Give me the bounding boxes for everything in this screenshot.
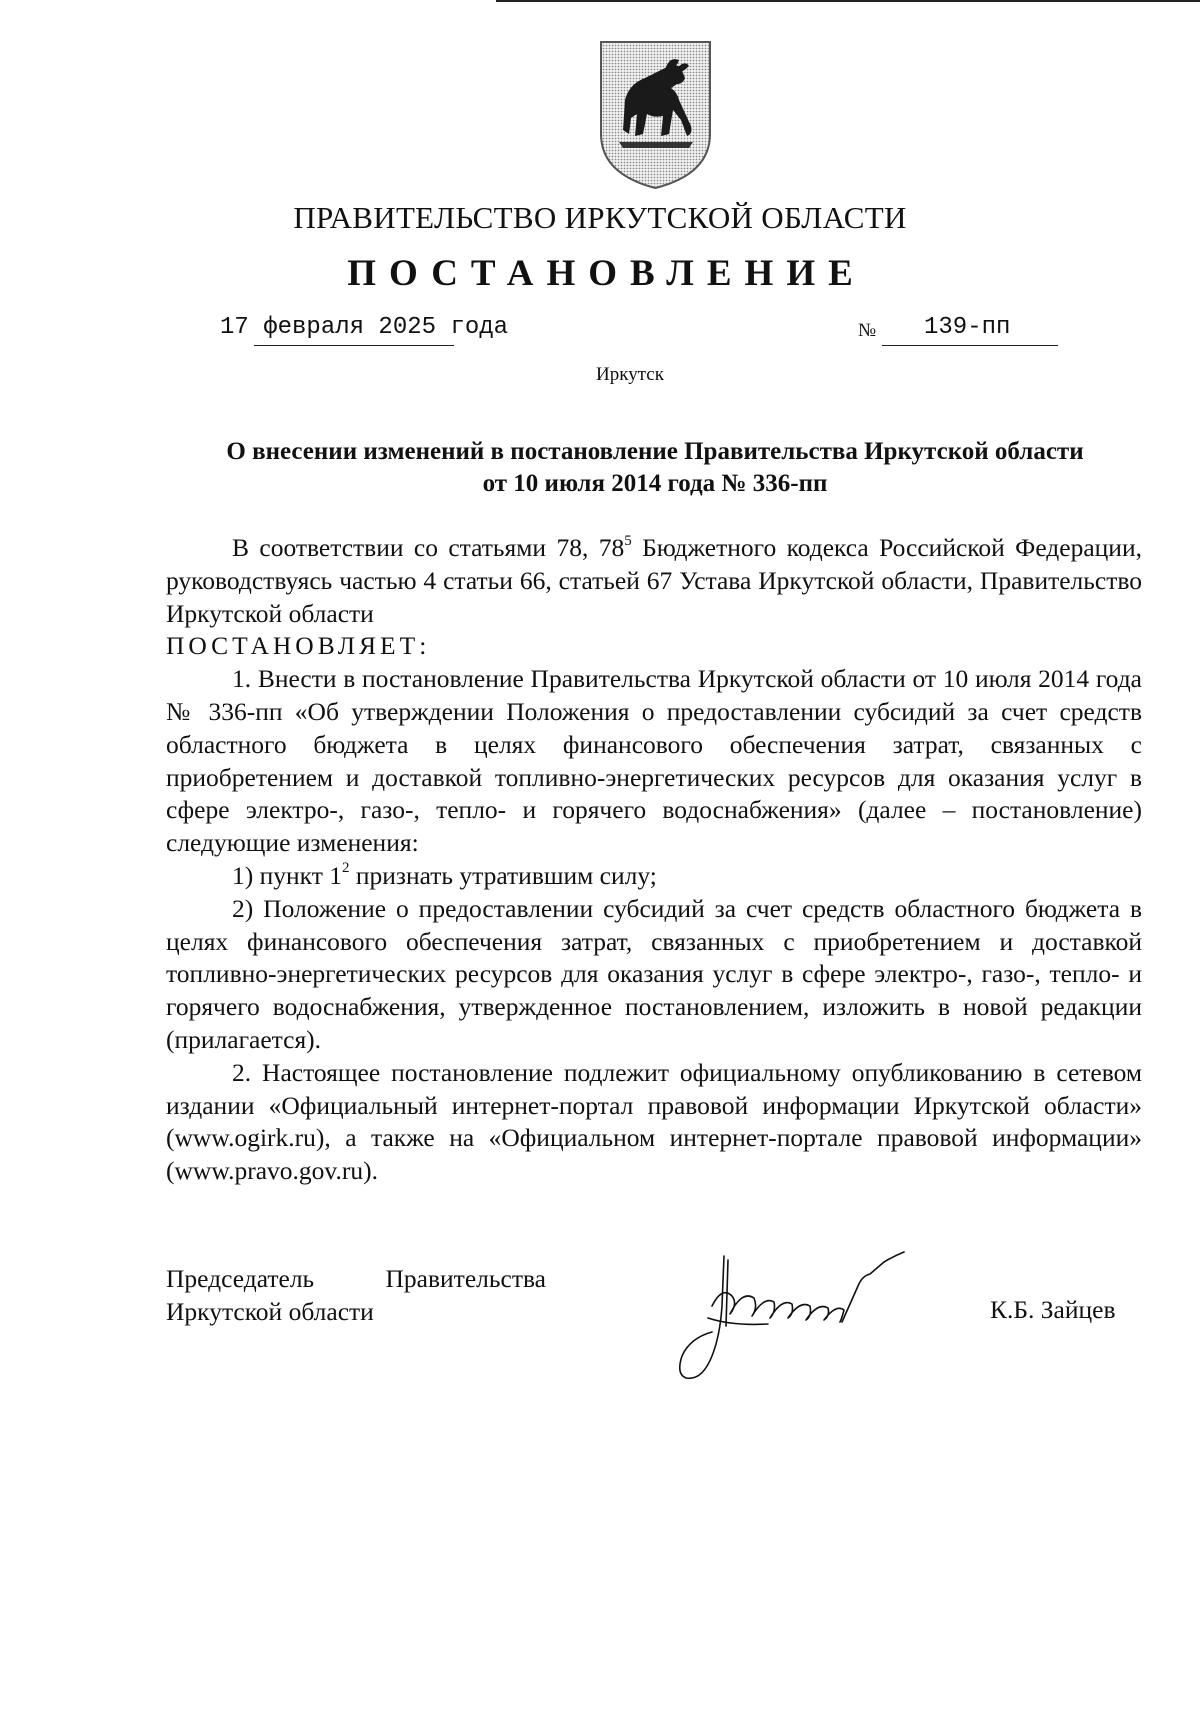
- signer-position-word-1: Председатель: [166, 1264, 315, 1293]
- irkutsk-coat-of-arms-icon: [593, 38, 718, 190]
- subitem-1-text-end: признать утратившим силу;: [349, 860, 657, 890]
- document-heading: [160, 436, 1150, 500]
- preamble-text-start: В соответствии со статьями 78, 78: [232, 533, 625, 562]
- number-sign: №: [858, 320, 877, 341]
- subitem-1-paragraph: [166, 860, 1142, 893]
- heading-line-1: О внесении изменений в постановление Правительства Иркутской области: [226, 438, 1084, 465]
- preamble-superscript: 5: [624, 532, 632, 549]
- signer-position-line-2: Иркутской области: [166, 1297, 374, 1326]
- top-border-line: [496, 0, 1200, 2]
- subitem-1-text-start: 1) пункт 1: [232, 860, 342, 890]
- signer-name: К.Б. Зайцев: [990, 1295, 1116, 1324]
- subitem-2-paragraph: 2) Положение о предоставлении субсидий за счет средств областного бюджета в целях финансового обеспечения затрат, связанных с приобретением и доставкой топливно-энергетических ресурсов для оказания услуг в сфере электро-, газо-, тепло- и горячего водоснабжения, утвержденное постановлением, изложить в новой редакции (прилагается).: [166, 893, 1142, 1054]
- document-body: [166, 532, 1142, 1188]
- signer-position-word-2: Правительства: [385, 1264, 546, 1293]
- decree-word: ПОСТАНОВЛЯЕТ:: [166, 631, 431, 661]
- document-number: 139-пп: [924, 314, 1011, 341]
- subitem-1-superscript: 2: [341, 860, 350, 877]
- handwritten-signature-icon: [672, 1246, 952, 1396]
- item-2-paragraph: 2. Настоящее постановление подлежит официальному опубликованию в сетевом издании «Официальный интернет-портал правовой информации Иркутской области» (www.ogirk.ru), а также на «Официальном интернет-портале правовой информации» (www.pravo.gov.ru).: [166, 1057, 1142, 1186]
- signer-position-line-1: [166, 1262, 546, 1295]
- preamble-text-end: Бюджетного кодекса Российской Федерации, руководствуясь частью 4 статьи 66, статьей 67 Устава Иркутской области, Правительство Иркутской области: [166, 533, 1142, 628]
- heading-line-2: от 10 июля 2014 года № 336-пп: [482, 470, 828, 497]
- item-1-paragraph: 1. Внести в постановление Правительства Иркутской области от 10 июля 2014 года № 336-пп «Об утверждении Положения о предоставлении субсидий за счет средств областного бюджета в целях финансового обеспечения затрат, связанных с приобретением и доставкой топливно-энергетических ресурсов для оказания услуг в сфере электро-, газо-, тепло- и горячего водоснабжения» (далее – постановление) следующие изменения:: [166, 664, 1142, 858]
- document-date: 17 февраля 2025 года: [220, 314, 509, 341]
- government-title: ПРАВИТЕЛЬСТВО ИРКУТСКОЙ ОБЛАСТИ: [293, 200, 907, 235]
- document-type-title: ПОСТАНОВЛЕНИЕ: [347, 253, 866, 294]
- date-underline: [254, 345, 454, 346]
- preamble-paragraph: [166, 532, 1142, 630]
- document-city: Иркутск: [596, 364, 664, 385]
- signer-position: [166, 1262, 546, 1328]
- number-underline: [882, 345, 1058, 346]
